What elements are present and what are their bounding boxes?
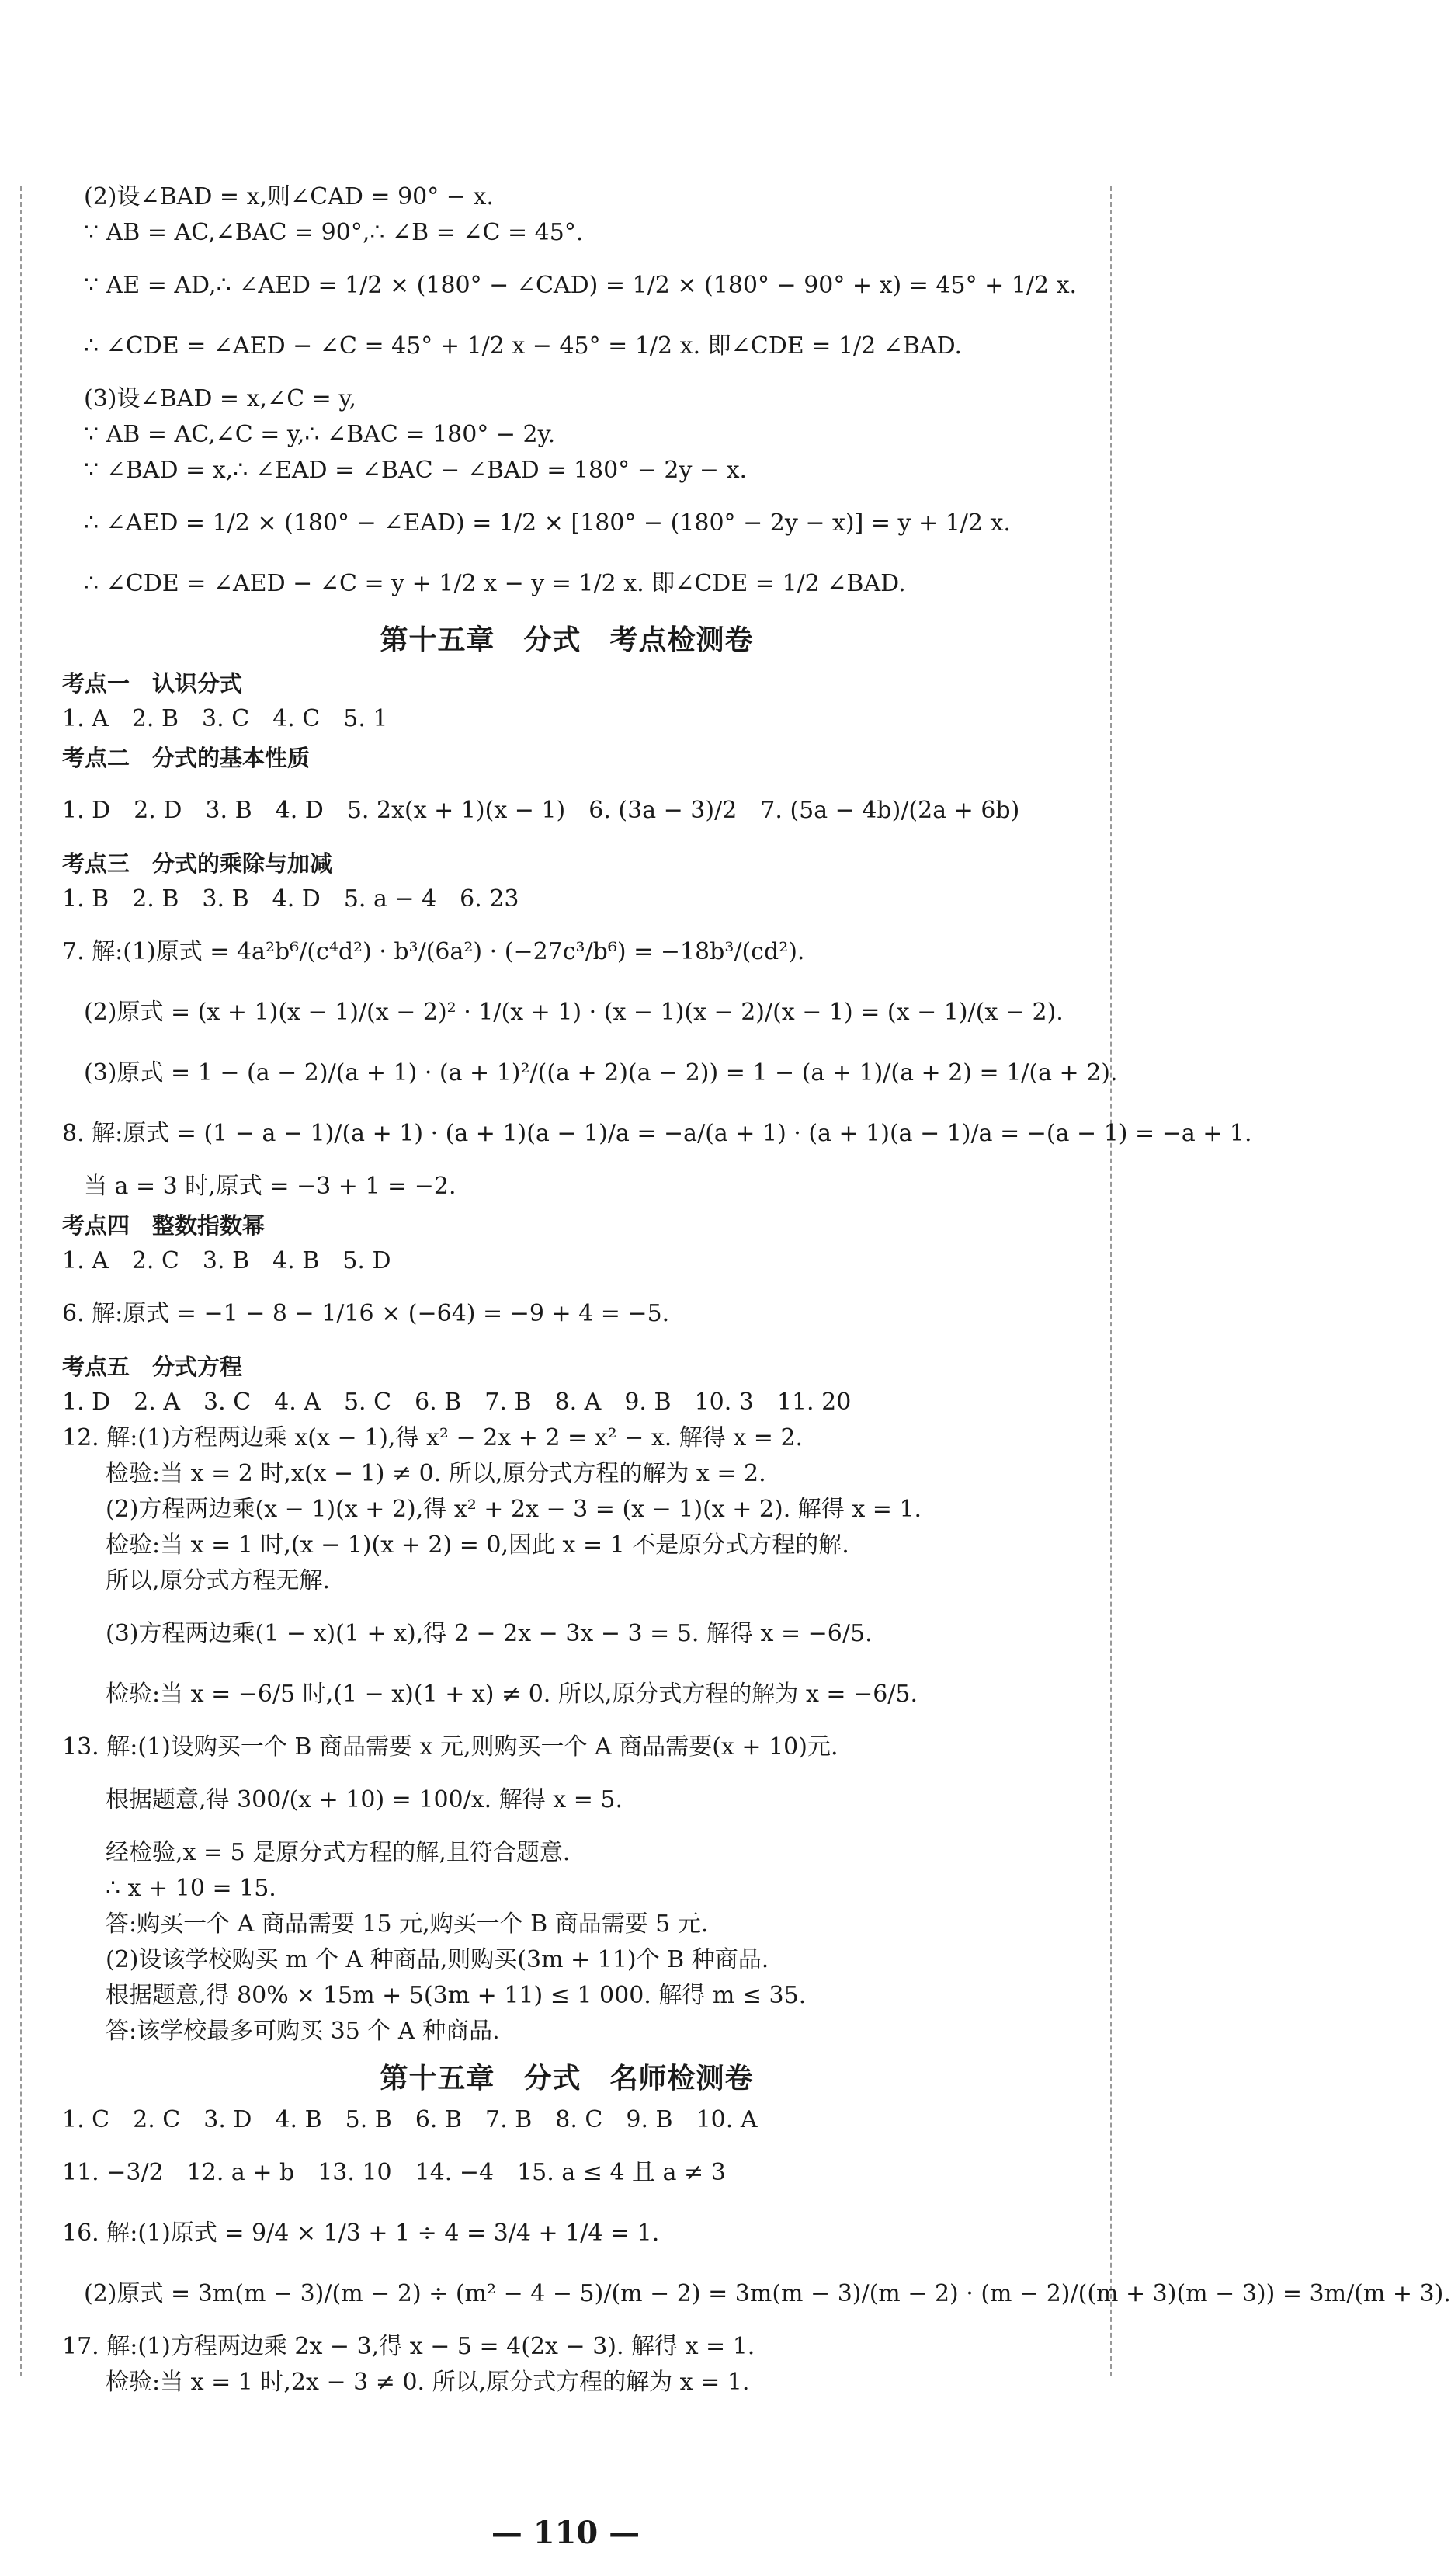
section-heading: 考点一 认识分式 <box>62 670 243 697</box>
answer-line: (2)原式 = 3m(m − 3)/(m − 2) ÷ (m² − 4 − 5)/(m − 2) = 3m(m − 3)/(m − 2) · (m − 2)/((m + 3)(m − 3)) = 3m/(m + 3). <box>84 2280 1451 2307</box>
section-heading: 考点二 分式的基本性质 <box>62 745 311 771</box>
right-dashed-border <box>1110 186 1112 2376</box>
answer-line: 检验:当 x = 2 时,x(x − 1) ≠ 0. 所以,原分式方程的解为 x = 2. <box>106 1460 766 1487</box>
answer-line: (2)设∠BAD = x,则∠CAD = 90° − x. <box>84 183 494 210</box>
section-heading: 考点三 分式的乘除与加减 <box>62 850 333 877</box>
section-heading: 考点五 分式方程 <box>62 1354 243 1380</box>
answer-line: 根据题意,得 80% × 15m + 5(3m + 11) ≤ 1 000. 解得 m ≤ 35. <box>106 1982 807 2009</box>
answer-line: 1. A 2. C 3. B 4. B 5. D <box>62 1247 391 1274</box>
answer-line: 当 a = 3 时,原式 = −3 + 1 = −2. <box>84 1173 456 1200</box>
chapter-title: 第十五章 分式 名师检测卷 <box>380 2063 754 2095</box>
answer-line: 检验:当 x = −6/5 时,(1 − x)(1 + x) ≠ 0. 所以,原分式方程的解为 x = −6/5. <box>106 1681 918 1708</box>
answer-line: ∴ ∠CDE = ∠AED − ∠C = 45° + 1/2 x − 45° = 1/2 x. 即∠CDE = 1/2 ∠BAD. <box>84 332 963 360</box>
answer-line: 1. C 2. C 3. D 4. B 5. B 6. B 7. B 8. C 9. B 10. A <box>62 2106 758 2133</box>
answer-line: 1. D 2. D 3. B 4. D 5. 2x(x + 1)(x − 1) 6. (3a − 3)/2 7. (5a − 4b)/(2a + 6b) <box>62 797 1020 824</box>
answer-line: 8. 解:原式 = (1 − a − 1)/(a + 1) · (a + 1)(a − 1)/a = −a/(a + 1) · (a + 1)(a − 1)/a = −(a − 1) = −a + 1. <box>62 1120 1252 1147</box>
answer-line: 17. 解:(1)方程两边乘 2x − 3,得 x − 5 = 4(2x − 3). 解得 x = 1. <box>62 2333 755 2360</box>
answer-line: 根据题意,得 300/(x + 10) = 100/x. 解得 x = 5. <box>106 1786 623 1813</box>
page-number: — 110 — <box>491 2515 640 2551</box>
answer-line: 1. A 2. B 3. C 4. C 5. 1 <box>62 705 388 732</box>
answer-line: (2)设该学校购买 m 个 A 种商品,则购买(3m + 11)个 B 种商品. <box>106 1946 769 1973</box>
answer-line: ∵ ∠BAD = x,∴ ∠EAD = ∠BAC − ∠BAD = 180° − 2y − x. <box>84 457 748 484</box>
answer-line: (2)原式 = (x + 1)(x − 1)/(x − 2)² · 1/(x + 1) · (x − 1)(x − 2)/(x − 1) = (x − 1)/(x − 2). <box>84 999 1064 1026</box>
answer-line: ∴ ∠CDE = ∠AED − ∠C = y + 1/2 x − y = 1/2 x. 即∠CDE = 1/2 ∠BAD. <box>84 570 906 597</box>
answer-line: 检验:当 x = 1 时,(x − 1)(x + 2) = 0,因此 x = 1 不是原分式方程的解. <box>106 1531 849 1559</box>
answer-line: 12. 解:(1)方程两边乘 x(x − 1),得 x² − 2x + 2 = x² − x. 解得 x = 2. <box>62 1424 804 1451</box>
answer-line: 6. 解:原式 = −1 − 8 − 1/16 × (−64) = −9 + 4 = −5. <box>62 1300 670 1327</box>
answer-line: 7. 解:(1)原式 = 4a²b⁶/(c⁴d²) · b³/(6a²) · (−27c³/b⁶) = −18b³/(cd²). <box>62 938 805 965</box>
answer-line: 13. 解:(1)设购买一个 B 商品需要 x 元,则购买一个 A 商品需要(x + 10)元. <box>62 1733 838 1761</box>
answer-line: 1. D 2. A 3. C 4. A 5. C 6. B 7. B 8. A 9. B 10. 3 11. 20 <box>62 1389 852 1416</box>
answer-line: 11. −3/2 12. a + b 13. 10 14. −4 15. a ≤ 4 且 a ≠ 3 <box>62 2159 726 2186</box>
answer-line: (3)方程两边乘(1 − x)(1 + x),得 2 − 2x − 3x − 3 = 5. 解得 x = −6/5. <box>106 1620 873 1647</box>
answer-line: (3)原式 = 1 − (a − 2)/(a + 1) · (a + 1)²/((a + 2)(a − 2)) = 1 − (a + 1)/(a + 2) = 1/(a + 2). <box>84 1059 1118 1086</box>
answer-line: ∴ ∠AED = 1/2 × (180° − ∠EAD) = 1/2 × [180° − (180° − 2y − x)] = y + 1/2 x. <box>84 509 1011 537</box>
answer-line: ∴ x + 10 = 15. <box>106 1875 276 1902</box>
answer-line: 经检验,x = 5 是原分式方程的解,且符合题意. <box>106 1839 571 1866</box>
answer-line: 16. 解:(1)原式 = 9/4 × 1/3 + 1 ÷ 4 = 3/4 + 1/4 = 1. <box>62 2220 660 2247</box>
answer-line: ∵ AE = AD,∴ ∠AED = 1/2 × (180° − ∠CAD) = 1/2 × (180° − 90° + x) = 45° + 1/2 x. <box>84 272 1078 299</box>
answer-line: (3)设∠BAD = x,∠C = y, <box>84 385 356 412</box>
answer-line: (2)方程两边乘(x − 1)(x + 2),得 x² + 2x − 3 = (x − 1)(x + 2). 解得 x = 1. <box>106 1496 922 1523</box>
answer-line: 检验:当 x = 1 时,2x − 3 ≠ 0. 所以,原分式方程的解为 x = 1. <box>106 2369 750 2396</box>
chapter-title: 第十五章 分式 考点检测卷 <box>380 624 754 656</box>
left-dashed-border <box>20 186 22 2376</box>
answer-line: 1. B 2. B 3. B 4. D 5. a − 4 6. 23 <box>62 885 519 913</box>
answer-line: ∵ AB = AC,∠BAC = 90°,∴ ∠B = ∠C = 45°. <box>84 219 584 246</box>
answer-content <box>62 177 1451 2403</box>
answer-line: 答:购买一个 A 商品需要 15 元,购买一个 B 商品需要 5 元. <box>106 1910 709 1938</box>
answer-line: 答:该学校最多可购买 35 个 A 种商品. <box>106 2018 500 2045</box>
answer-line: ∵ AB = AC,∠C = y,∴ ∠BAC = 180° − 2y. <box>84 421 556 448</box>
section-heading: 考点四 整数指数幂 <box>62 1212 266 1239</box>
answer-line: 所以,原分式方程无解. <box>106 1567 331 1594</box>
